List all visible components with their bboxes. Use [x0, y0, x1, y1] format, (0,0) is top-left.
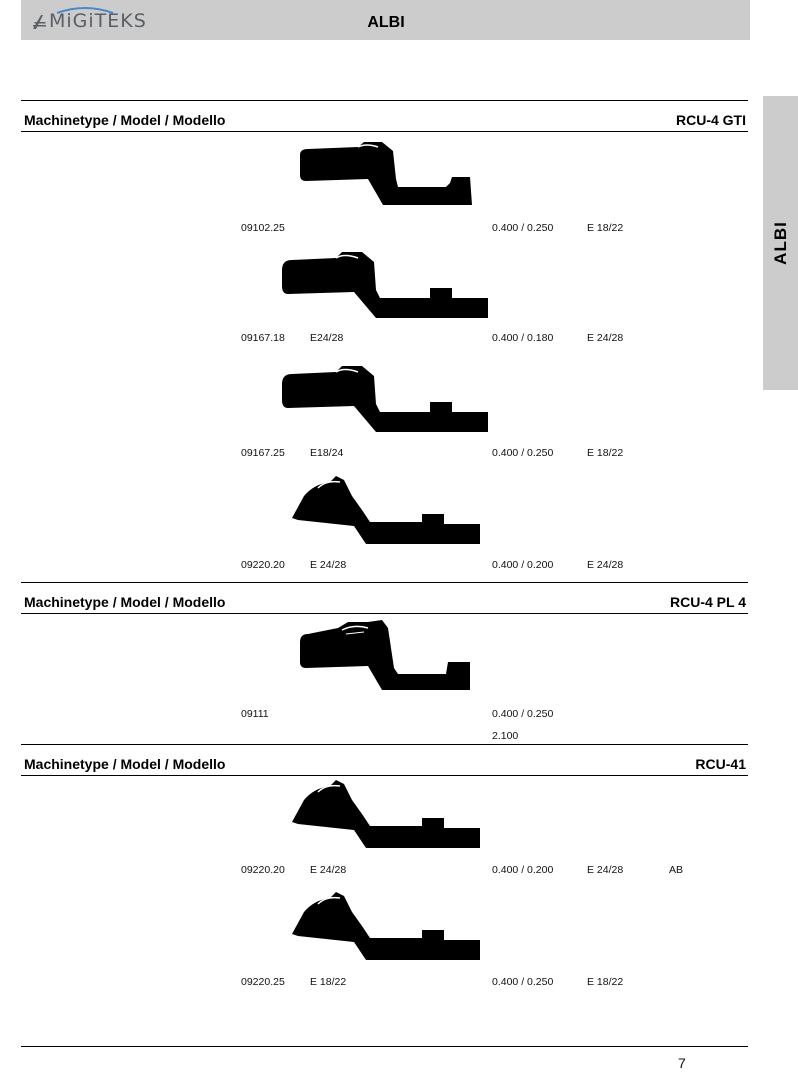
section-model: RCU-4 PL 4: [670, 594, 746, 610]
profile-drawing: [298, 618, 474, 692]
section-model: RCU-41: [695, 756, 746, 772]
part-code: 09220.20: [241, 559, 285, 571]
part-grade: E 24/28: [587, 332, 624, 344]
part-grade: E 18/22: [587, 447, 624, 459]
part-size: 0.400 / 0.200: [492, 864, 554, 876]
part-note: AB: [669, 864, 684, 876]
profile-drawing: [298, 139, 474, 207]
profile-drawing: [290, 890, 482, 962]
side-index-tab[interactable]: [763, 96, 798, 390]
part-size: 0.400 / 0.250: [492, 976, 554, 988]
part-grade: E 24/28: [587, 559, 624, 571]
part-code: 09167.18: [241, 332, 285, 344]
section-header-rule: [21, 131, 748, 132]
logo-text: MiGiTEKS: [49, 10, 147, 32]
page-header: [21, 0, 750, 40]
part-code: 09102.25: [241, 222, 285, 234]
part-size: 0.400 / 0.250: [492, 222, 554, 234]
page-number: 7: [678, 1055, 686, 1071]
side-tab-label: ALBI: [770, 221, 790, 265]
part-grade: E 18/22: [587, 976, 624, 988]
section-top-rule: [21, 582, 748, 583]
part-size-secondary: 2.100: [492, 730, 519, 742]
brand-logo: [33, 8, 147, 34]
logo-arc-icon: [55, 6, 115, 14]
section-label: Machinetype / Model / Modello: [24, 112, 226, 128]
part-type: E 18/22: [310, 976, 347, 988]
profile-drawing: [290, 474, 482, 546]
section-model: RCU-4 GTI: [676, 112, 746, 128]
part-type: E18/24: [310, 447, 344, 459]
section-header-rule: [21, 775, 748, 776]
part-code: 09220.20: [241, 864, 285, 876]
part-code: 09111: [241, 708, 269, 720]
part-type: E 24/28: [310, 559, 347, 571]
part-grade: E 24/28: [587, 864, 624, 876]
part-type: E24/28: [310, 332, 344, 344]
profile-drawing: [280, 362, 490, 432]
part-size: 0.400 / 0.200: [492, 559, 554, 571]
part-grade: E 18/22: [587, 222, 624, 234]
part-size: 0.400 / 0.180: [492, 332, 554, 344]
profile-drawing: [290, 778, 482, 850]
footer-rule: [21, 1046, 748, 1047]
logo-mark-icon: [33, 13, 47, 29]
part-code: 09167.25: [241, 447, 285, 459]
page-title: ALBI: [367, 14, 405, 31]
section-top-rule: [21, 100, 748, 101]
profile-drawing: [280, 248, 490, 318]
part-size: 0.400 / 0.250: [492, 447, 554, 459]
section-label: Machinetype / Model / Modello: [24, 756, 226, 772]
part-code: 09220.25: [241, 976, 285, 988]
part-size: 0.400 / 0.250: [492, 708, 554, 720]
section-label: Machinetype / Model / Modello: [24, 594, 226, 610]
part-type: E 24/28: [310, 864, 347, 876]
section-top-rule: [21, 744, 748, 745]
section-header-rule: [21, 613, 748, 614]
